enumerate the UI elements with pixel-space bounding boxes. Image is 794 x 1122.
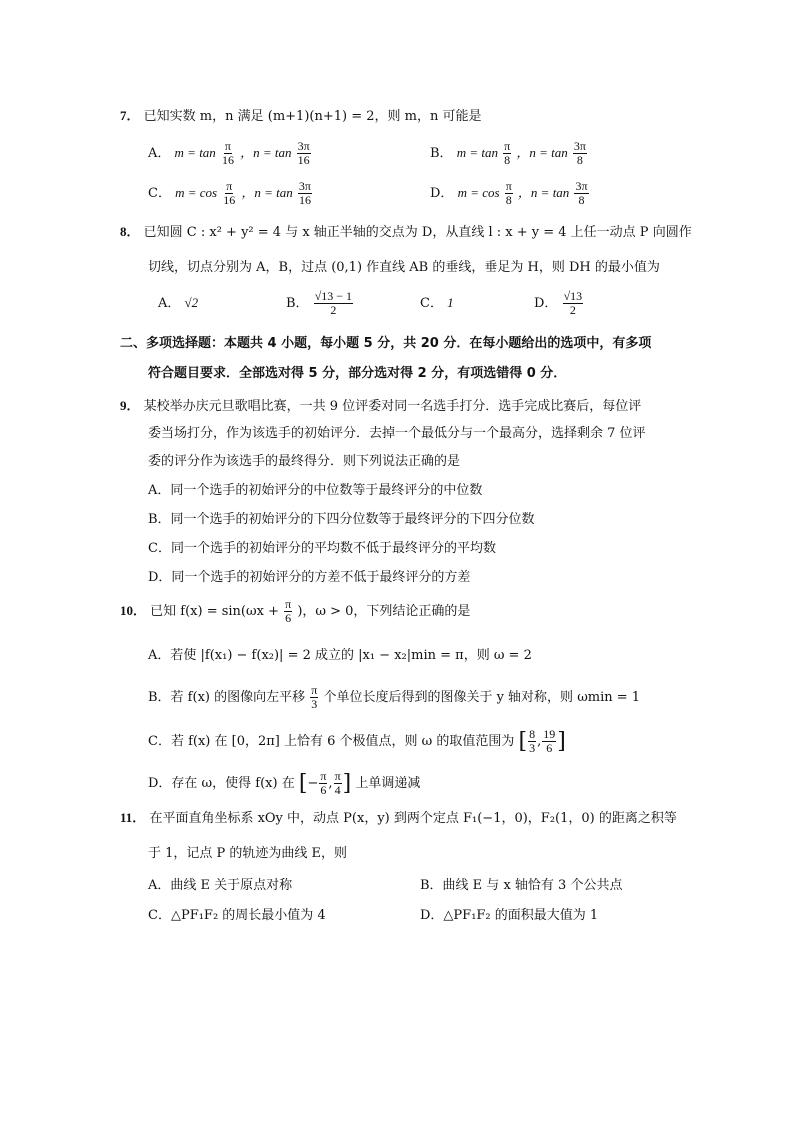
q7-b-expr1: m = tan [456,145,498,160]
q7-c-expr2: ，n = tan [241,185,293,200]
q8-line2: 切线，切点分别为 A，B，过点 (0,1) 作直线 AB 的垂线，垂足为 H，则 DH 的最小值为 [148,260,660,275]
q10-option-b[interactable] [148,684,640,711]
q7-number: 7． [120,108,140,123]
q10-stem-line [120,598,470,625]
q9-option-a[interactable]: A．同一个选手的初始评分的中位数等于最终评分的中位数 [148,483,483,498]
q8-option-b[interactable] [286,290,354,317]
q8-option-d-frac: $\frac{√13}{2}$ [563,289,583,317]
q10-option-d-post: 上单调递减 [355,776,421,791]
q7-d-frac1: $\frac{\pi}{8}$ [505,179,512,207]
q10-option-a[interactable]: A．若使 |f(x₁) − f(x₂)| = 2 成立的 |x₁ − x₂|min = π，则 ω = 2 [148,648,532,663]
q10-option-d[interactable] [148,770,420,797]
section2-heading-line2: 符合题目要求．全部选对得 5 分，部分选对得 2 分，有项选错得 0 分． [148,366,567,381]
q11-text-1: 在平面直角坐标系 xOy 中，动点 P(x，y) 到两个定点 F₁(−1，0)，F₂(1，0) 的距离之积等 [149,811,677,826]
q8-option-c[interactable] [420,292,454,315]
q7-d-expr1: m = cos [457,185,500,200]
q10-option-d-frac2: $\frac{\pi}{4}$ [334,769,341,797]
q7-c-frac2: $\frac{3\pi}{16}$ [298,179,311,207]
q11-option-d[interactable]: D．△PF₁F₂ 的面积最大值为 1 [420,908,599,923]
q10-option-d-frac1: $\frac{\pi}{6}$ [320,769,327,797]
q11-option-b[interactable]: B．曲线 E 与 x 轴恰有 3 个公共点 [420,878,623,893]
q10-stem-pre: 已知 f(x) = sin(ωx + [150,604,279,619]
q11-number: 11． [120,810,146,825]
q10-stem-post: )，ω > 0，下列结论正确的是 [297,604,471,619]
q8-option-b-frac: $\frac{√13 - 1}{2}$ [314,289,353,317]
q8-option-c-label: C． [420,296,443,311]
q7-b-frac1: $\frac{\pi}{8}$ [504,139,511,167]
q7-stem-line [120,106,481,127]
q11-option-a[interactable]: A．曲线 E 关于原点对称 [148,878,293,893]
q9-text-1: 某校举办庆元旦歌唱比赛，一共 9 位评委对同一名选手打分．选手完成比赛后，每位评 [143,399,642,414]
q7-option-b[interactable] [430,140,588,167]
q7-option-d-label: D． [430,186,454,201]
q8-number: 8． [120,224,140,239]
q9-number: 9． [120,398,140,413]
q10-option-b-post: 个单位长度后得到的图像关于 y 轴对称，则 ωmin = 1 [323,690,641,705]
q7-d-frac2: $\frac{3\pi}{8}$ [575,179,588,207]
q10-option-c-frac1: $\frac{8}{3}$ [529,727,536,755]
q8-option-c-value: 1 [447,295,454,310]
q9-option-b[interactable]: B．同一个选手的初始评分的下四分位数等于最终评分的下四分位数 [148,512,535,527]
q7-option-c-label: C． [148,186,171,201]
q8-option-a[interactable] [158,292,198,315]
q10-option-c-rbracket: ] [557,728,566,754]
q7-option-d[interactable] [430,180,590,207]
q11-line1 [120,808,677,829]
q10-option-d-minus: − [307,776,319,791]
q7-option-c[interactable] [148,180,313,207]
q8-option-d-label: D． [534,296,558,311]
q9-line1 [120,396,641,417]
q7-b-frac2: $\frac{3\pi}{8}$ [573,139,586,167]
q7-b-expr2: ，n = tan [516,145,568,160]
q7-stem: 已知实数 m，n 满足 (m+1)(n+1) = 2，则 m，n 可能是 [143,109,482,124]
q10-number: 10． [120,603,147,618]
q8-text-1: 已知圆 C : x² + y² = 4 与 x 轴正半轴的交点为 D，从直线 l : x + y = 4 上任一动点 P 向圆作 [143,225,692,240]
q10-option-c-lbracket: [ [518,728,528,754]
q9-option-d[interactable]: D．同一个选手的初始评分的方差不低于最终评分的方差 [148,570,471,585]
q7-a-frac1: $\frac{\pi}{16}$ [221,139,234,167]
q10-option-c-pre: C．若 f(x) 在 [0，2π] 上恰有 6 个极值点，则 ω 的取值范围为 [148,734,515,749]
q8-line1 [120,222,692,243]
q7-c-frac1: $\frac{\pi}{16}$ [223,179,236,207]
q7-c-expr1: m = cos [175,185,218,200]
q9-option-c[interactable]: C．同一个选手的初始评分的平均数不低于最终评分的平均数 [148,541,496,556]
q7-option-a-label: A． [148,146,171,161]
q9-line2: 委当场打分，作为该选手的初始评分．去掉一个最低分与一个最高分，选择剩余 7 位评 [148,426,646,441]
section2-heading-line1: 二、多项选择题：本题共 4 小题，每小题 5 分，共 20 分．在每小题给出的选项中，有多项 [120,336,652,351]
q10-option-c-comma: , [537,734,542,749]
q8-option-a-value: √2 [184,295,199,310]
q11-line2: 于 1，记点 P 的轨迹为曲线 E，则 [148,846,348,861]
q7-a-expr2: ，n = tan [240,145,292,160]
q10-option-b-pre: B．若 f(x) 的图像向左平移 [148,690,306,705]
q8-option-d[interactable] [534,290,584,317]
q10-option-d-rbracket: ] [342,770,352,796]
q11-option-c[interactable]: C．△PF₁F₂ 的周长最小值为 4 [148,908,326,923]
q10-option-c-frac2: $\frac{19}{6}$ [543,727,556,755]
q7-option-a[interactable] [148,140,312,167]
q7-d-expr2: ，n = tan [517,185,570,200]
q10-option-d-pre: D．存在 ω，使得 f(x) 在 [148,776,295,791]
q10-option-d-lbracket: [ [298,770,308,796]
q8-option-a-label: A． [158,296,181,311]
q9-line3: 委的评分作为该选手的最终得分．则下列说法正确的是 [148,454,461,469]
q7-a-frac2: $\frac{3\pi}{16}$ [297,139,310,167]
q10-option-c[interactable] [148,728,566,755]
q7-a-expr1: m = tan [174,145,216,160]
q10-option-b-frac: $\frac{\pi}{3}$ [311,683,318,711]
q10-option-d-comma: , [328,776,333,791]
q8-option-b-label: B． [286,296,309,311]
q10-stem-frac: $\frac{\pi}{6}$ [285,597,292,625]
q7-option-b-label: B． [430,146,453,161]
